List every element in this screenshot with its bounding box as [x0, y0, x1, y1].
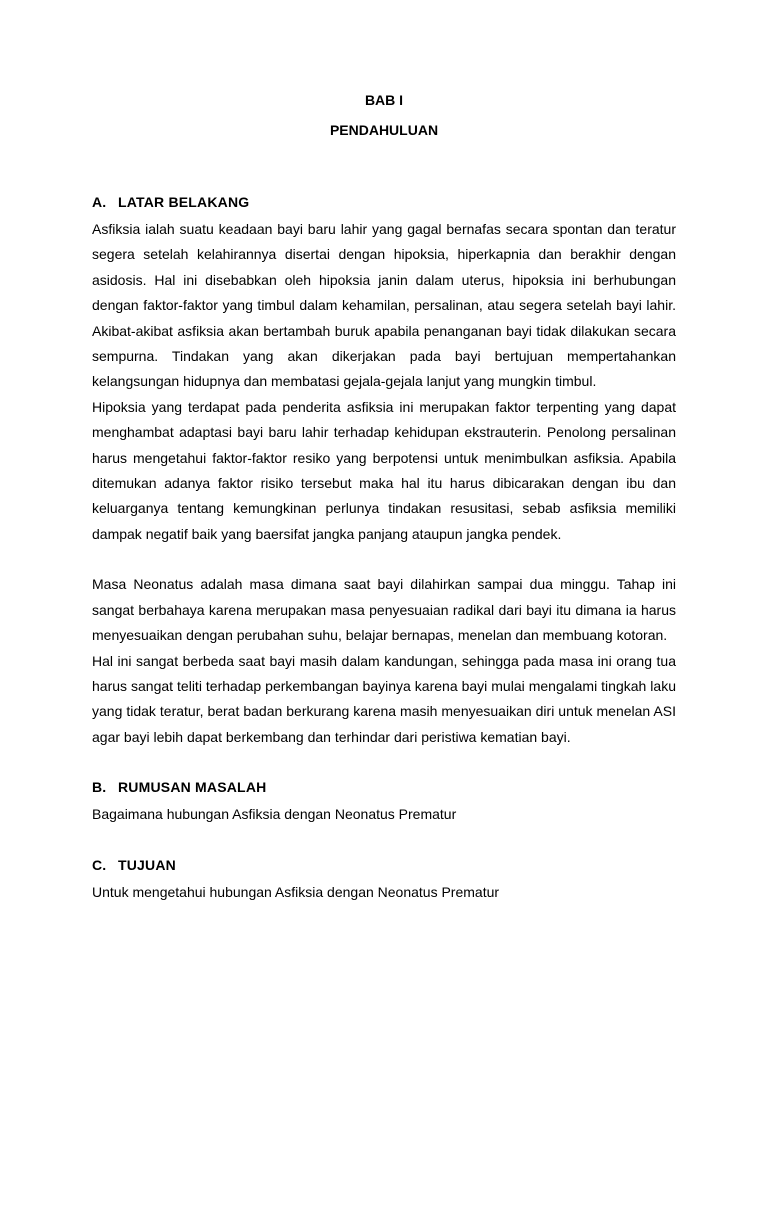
- section-c-title: TUJUAN: [118, 856, 176, 873]
- section-a-heading: [92, 193, 676, 211]
- section-a-paragraph-2: Hipoksia yang terdapat pada penderita asfiksia ini merupakan faktor terpenting yang dapat menghambat adaptasi bayi baru lahir terhadap kehidupan ekstrauterin. Penolong persalinan harus mengetahui faktor-faktor resiko yang berpotensi untuk menimbulkan asfiksia. Apabila ditemukan adanya faktor risiko tersebut maka hal itu harus dibicarakan dengan ibu dan keluarganya tentang kemungkinan perlunya tindakan resusitasi, sebab asfiksia memiliki dampak negatif baik yang baersifat jangka panjang ataupun jangka pendek.: [92, 398, 676, 542]
- section-c-letter: C.: [92, 856, 107, 873]
- document-content: [92, 91, 676, 905]
- section-b-text: Bagaimana hubungan Asfiksia dengan Neonatus Prematur: [92, 806, 457, 823]
- section-a-paragraph-4: Hal ini sangat berbeda saat bayi masih dalam kandungan, sehingga pada masa ini orang tua harus sangat teliti terhadap perkembangan bayinya karena bayi mulai mengalami tingkah laku yang tidak teratur, berat badan berkurang karena masih menyesuaikan diri untuk menelan ASI agar bayi lebih dapat berkembang dan terhindar dari peristiwa kematian bayi.: [92, 652, 676, 745]
- chapter-number: BAB I: [364, 92, 404, 108]
- section-c-heading: [92, 856, 676, 874]
- section-a-paragraph-3: Masa Neonatus adalah masa dimana saat bayi dilahirkan sampai dua minggu. Tahap ini sangat berbahaya karena merupakan masa penyesuaian radikal dari bayi itu dimana ia harus menyesuaikan dengan perubahan suhu, belajar bernapas, menelan dan membuang kotoran.: [92, 576, 676, 644]
- section-a-paragraph-1: Asfiksia ialah suatu keadaan bayi baru lahir yang gagal bernafas secara spontan dan teratur segera setelah kelahirannya disertai dengan hipoksia, hiperkapnia dan berakhir dengan asidosis. Hal ini disebabkan oleh hipoksia janin dalam uterus, hipoksia ini berhubungan dengan faktor-faktor yang timbul dalam kehamilan, persalinan, atau segera setelah bayi lahir. Akibat-akibat asfiksia akan bertambah buruk apabila penanganan bayi tidak dilakukan secara sempurna. Tindakan yang akan dikerjakan pada bayi bertujuan mempertahankan kelangsungan hidupnya dan membatasi gejala-gejala lanjut yang mungkin timbul.: [92, 221, 676, 390]
- section-a-letter: A.: [92, 194, 107, 210]
- spacer: [92, 139, 676, 193]
- spacer: [92, 828, 676, 856]
- section-a-title: LATAR BELAKANG: [118, 194, 250, 210]
- chapter-title: PENDAHULUAN: [329, 122, 439, 138]
- spacer: [92, 547, 676, 572]
- spacer: [92, 750, 676, 778]
- section-b-title: RUMUSAN MASALAH: [118, 779, 267, 796]
- section-b-heading: [92, 778, 676, 796]
- section-c-text: Untuk mengetahui hubungan Asfiksia dengan Neonatus Prematur: [92, 883, 500, 900]
- section-b-letter: B.: [92, 779, 107, 796]
